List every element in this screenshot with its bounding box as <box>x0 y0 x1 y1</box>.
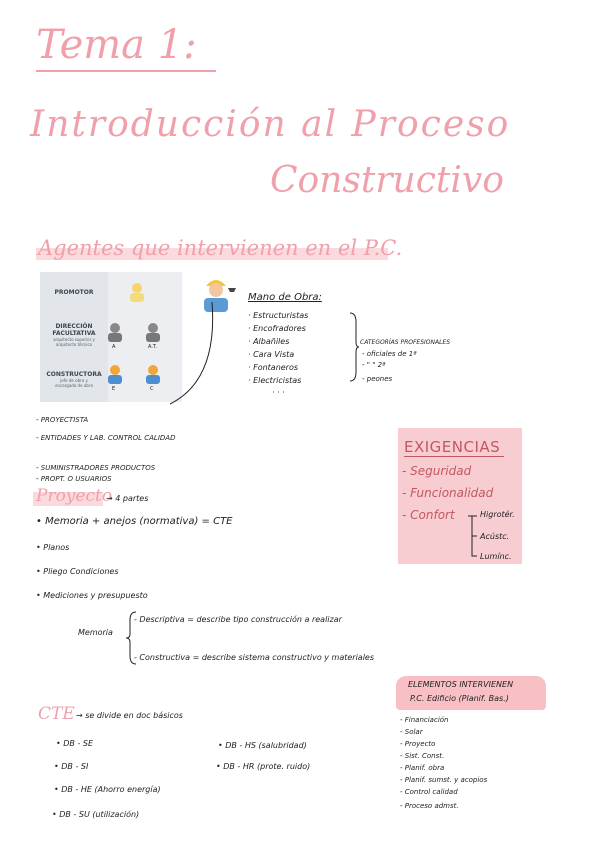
diagram-label-c: C <box>150 386 154 392</box>
title-underline <box>36 70 216 72</box>
diagram-label-at: A.T. <box>148 344 157 350</box>
diagram-row-title: PROMOTOR <box>54 288 94 296</box>
agents-diagram <box>40 272 182 402</box>
mano-obra-title: Mano de Obra: <box>248 292 322 303</box>
elemento-item: - Proceso admst. <box>400 802 459 810</box>
agente-proyectista: - PROYECTISTA <box>36 416 89 424</box>
diagram-label-a: A <box>112 344 116 350</box>
title-line2: Introducción al Proceso <box>30 104 511 145</box>
exigencias-title-underline <box>404 456 504 457</box>
categoria-item: - " " 2ª <box>362 361 386 369</box>
exigencias-card <box>398 428 522 564</box>
agentes-heading: Agentes que intervienen en el P.C. <box>38 236 403 260</box>
memoria-descriptiva: - Descriptiva = describe tipo construcción a realizar <box>134 615 342 624</box>
proyecto-item-pliego: • Pliego Condiciones <box>36 567 119 576</box>
diagram-row-title: DIRECCIÓN FACULTATIVA <box>52 322 96 337</box>
cte-db-si: • DB - SI <box>54 762 89 771</box>
elemento-item: - Proyecto <box>400 740 436 748</box>
diagram-row-direccion <box>40 312 108 358</box>
cte-intro: → se divide en doc básicos <box>76 711 183 720</box>
proyecto-arrow-text: → 4 partes <box>106 494 149 503</box>
diagram-row-subtitle: arquitecto superior y arquitecto técnico <box>53 336 95 347</box>
confort-bracket <box>468 514 478 558</box>
mano-item: · Fontaneros <box>248 363 299 372</box>
arquitecto-tecnico-person-icon <box>144 322 162 342</box>
exigencia-funcionalidad: - Funcionalidad <box>402 486 494 500</box>
cte-db-he: • DB - HE (Ahorro energía) <box>54 785 161 794</box>
diagram-row-subtitle: jefe de obra y encargado de obra <box>55 378 93 388</box>
categoria-item: - oficiales de 1ª <box>362 350 417 358</box>
exigencia-confort: - Confort <box>402 508 455 522</box>
confort-acustico: Acústc. <box>480 532 510 541</box>
cte-title: CTE <box>38 704 75 724</box>
elemento-item: - Solar <box>400 728 423 736</box>
diagram-row-constructora <box>40 357 108 403</box>
cte-db-su: • DB - SU (utilización) <box>52 810 140 819</box>
elementos-title2: P.C. Edificio (Planif. Bas.) <box>410 694 509 703</box>
diagram-label-e: E <box>112 386 116 392</box>
mano-item: · Cara Vista <box>248 350 295 359</box>
confort-higrotermico: Higrotér. <box>480 510 515 519</box>
mano-item: · Electricistas <box>248 376 302 385</box>
memoria-label: Memoria <box>78 628 113 637</box>
connector-arrow <box>168 300 222 410</box>
arquitecto-person-icon <box>106 322 124 342</box>
elemento-item: - Financiación <box>400 716 449 724</box>
exigencias-title: EXIGENCIAS <box>404 438 501 456</box>
elementos-header <box>396 676 546 710</box>
promotor-person-icon <box>128 282 146 302</box>
mano-item: · Albañiles <box>248 337 290 346</box>
diagram-row-title: CONSTRUCTORA <box>46 371 102 378</box>
proyecto-title: Proyecto <box>36 486 113 506</box>
mano-item: · · · <box>272 388 285 397</box>
elemento-item: - Control calidad <box>400 788 458 796</box>
encargado-person-icon <box>144 364 162 384</box>
confort-luminico: Lumínc. <box>480 552 512 561</box>
elemento-item: - Sist. Const. <box>400 752 445 760</box>
categorias-title: CATEGORÍAS PROFESIONALES <box>360 339 451 346</box>
elemento-item: - Planif. sumst. y acopios <box>400 776 488 784</box>
jefe-obra-person-icon <box>106 364 124 384</box>
title-line3: Constructivo <box>270 160 504 201</box>
agente-suministradores: - SUMINISTRADORES PRODUCTOS <box>36 464 156 472</box>
elementos-title1: ELEMENTOS INTERVIENEN <box>408 680 514 689</box>
mano-item: · Estructuristas <box>248 311 309 320</box>
title-line1: Tema 1: <box>36 22 197 68</box>
diagram-row-promotor <box>40 272 108 313</box>
categoria-item: - peones <box>362 375 393 383</box>
elemento-item: - Planif. obra <box>400 764 445 772</box>
mano-bracket <box>348 312 360 382</box>
proyecto-item-mediciones: • Mediciones y presupuesto <box>36 591 148 600</box>
cte-db-se: • DB - SE <box>56 739 94 748</box>
memoria-constructiva: - Constructiva = describe sistema constructivo y materiales <box>134 653 375 662</box>
proyecto-item-planos: • Planos <box>36 543 70 552</box>
cte-db-hs: • DB - HS (salubridad) <box>218 741 307 750</box>
agente-propietarios: - PROPT. O USUARIOS <box>36 475 112 483</box>
mano-item: · Encofradores <box>248 324 306 333</box>
proyecto-item-memoria: • Memoria + anejos (normativa) = CTE <box>36 516 233 527</box>
elementos-card <box>396 676 546 818</box>
agente-entidades: - ENTIDADES Y LAB. CONTROL CALIDAD <box>36 434 176 442</box>
cte-db-hr: • DB - HR (prote. ruido) <box>216 762 311 771</box>
exigencia-seguridad: - Seguridad <box>402 464 472 478</box>
